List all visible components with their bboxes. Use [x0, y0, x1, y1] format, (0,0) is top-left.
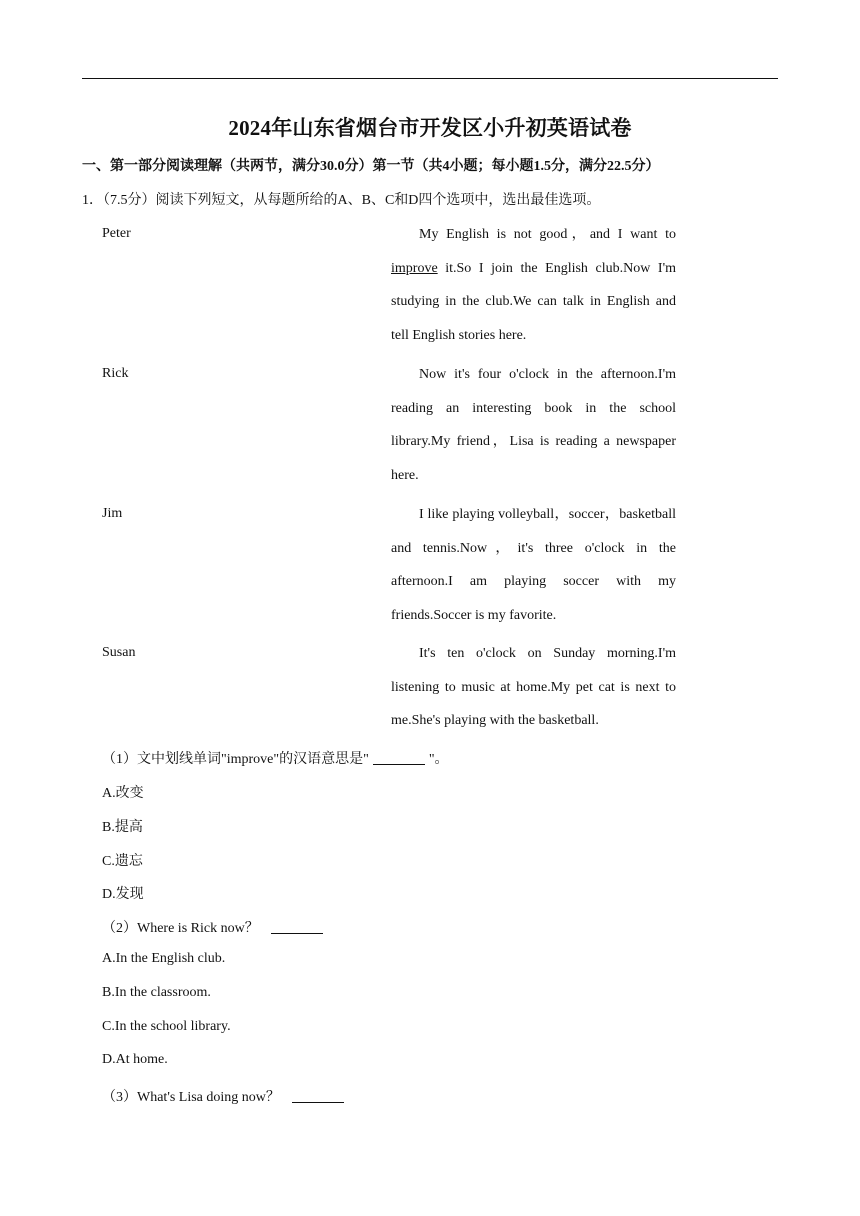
sub-question-1: [102, 748, 449, 768]
passage-text: Now it's four o'clock in the afternoon.I'm reading an interesting book in the school library.My friend，Lisa is reading a newspaper here.: [391, 367, 676, 484]
question-stem: （3）What's Lisa doing now？: [102, 1090, 280, 1105]
answer-blank[interactable]: [292, 1090, 344, 1103]
passage-susan: [391, 637, 676, 738]
option-c: C.In the school library.: [102, 1019, 231, 1034]
question-stem: （2）Where is Rick now？: [102, 921, 259, 936]
option-b: B.提高: [102, 820, 143, 835]
speaker-name-jim: Jim: [102, 506, 123, 521]
section-heading: 一、第一部分阅读理解（共两节，满分30.0分）第一节（共4小题；每小题1.5分，满分22.5分）: [82, 159, 660, 174]
passage-text: it.So I join the English club.Now I'm studying in the club.We can talk in English and tell English stories here.: [391, 260, 676, 344]
option-c: C.遗忘: [102, 854, 143, 869]
question-stem-end: "。: [428, 752, 449, 767]
option-b: B.In the classroom.: [102, 985, 211, 1000]
passage-jim: [391, 498, 676, 633]
question-text: （7.5分）阅读下列短文，从每题所给的A、B、C和D四个选项中，选出最佳选项。: [103, 193, 601, 208]
passage-text: It's ten o'clock on Sunday morning.I'm listening to music at home.My pet cat is next to me.She's playing with the basketball.: [391, 646, 676, 729]
question-stem: （1）文中划线单词"improve"的汉语意思是": [102, 752, 369, 767]
option-a: A.改变: [102, 786, 144, 801]
sub-question-3: [102, 1086, 348, 1106]
speaker-name-susan: Susan: [102, 645, 136, 660]
answer-blank[interactable]: [271, 921, 323, 934]
option-d: D.发现: [102, 887, 144, 902]
option-a: A.In the English club.: [102, 951, 226, 966]
passage-text: I like playing volleyball，soccer，basketball and tennis.Now，it's three o'clock in the afternoon.I am playing soccer with my friends.Soccer is my favorite.: [391, 507, 676, 624]
sub-question-2: [102, 917, 327, 937]
passage-rick: [391, 358, 676, 493]
question-number: 1．: [82, 193, 103, 208]
speaker-name-rick: Rick: [102, 366, 129, 381]
question-1-prompt: [82, 189, 600, 209]
page-title: 2024年山东省烟台市开发区小升初英语试卷: [228, 116, 632, 140]
passage-text: My English is not good，and I want to: [419, 227, 676, 242]
answer-blank[interactable]: [373, 752, 425, 765]
top-rule: [82, 78, 778, 79]
speaker-name-peter: Peter: [102, 226, 131, 241]
passage-peter: [391, 218, 676, 353]
option-d: D.At home.: [102, 1052, 168, 1067]
underlined-word: improve: [391, 260, 438, 276]
